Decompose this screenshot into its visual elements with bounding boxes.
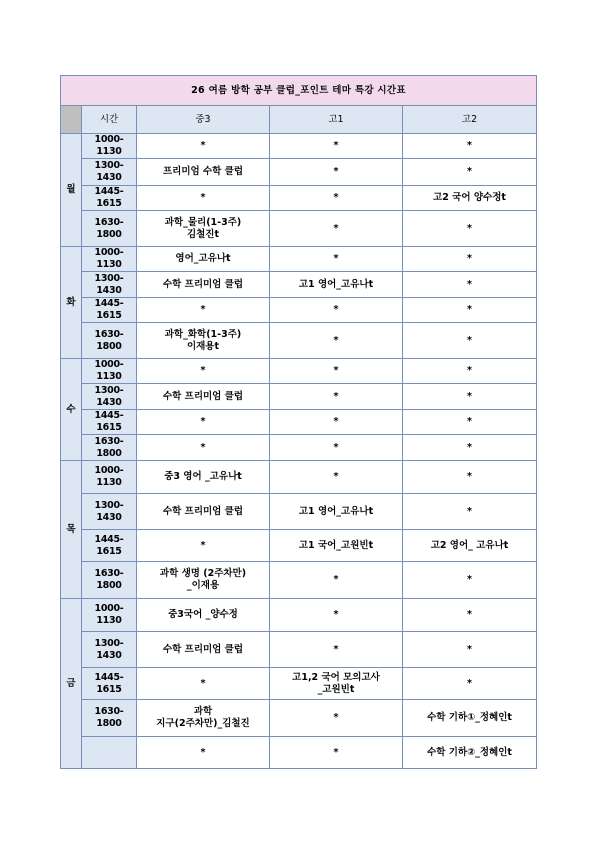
time-cell: 1000-1130: [82, 359, 137, 384]
middle3-cell: *: [137, 298, 270, 323]
time-cell: 1000-1130: [82, 247, 137, 272]
header-high2: 고2: [403, 106, 537, 134]
header-time: 시간: [82, 106, 137, 134]
table-row: [61, 700, 537, 737]
high2-cell: *: [403, 159, 537, 186]
time-cell: 1445-1615: [82, 410, 137, 435]
high1-cell: 고1 영어_고유나t: [270, 272, 403, 298]
high2-cell: *: [403, 272, 537, 298]
high2-cell: *: [403, 435, 537, 461]
middle3-cell: *: [137, 186, 270, 211]
table-row: [61, 323, 537, 359]
time-cell: 1445-1615: [82, 668, 137, 700]
table-row: [61, 134, 537, 159]
middle3-cell: 중3 영어 _고유나t: [137, 461, 270, 494]
high1-cell: 고1,2 국어 모의고사 _고원빈t: [270, 668, 403, 700]
middle3-cell: 수학 프리미엄 클럽: [137, 632, 270, 668]
time-cell: 1630-1800: [82, 435, 137, 461]
table-row: [61, 211, 537, 247]
time-cell: 1630-1800: [82, 211, 137, 247]
header-high1: 고1: [270, 106, 403, 134]
middle3-cell: 영어_고유나t: [137, 247, 270, 272]
middle3-cell: *: [137, 134, 270, 159]
high2-cell: *: [403, 323, 537, 359]
middle3-cell: *: [137, 737, 270, 769]
high1-cell: *: [270, 737, 403, 769]
header-middle3: 중3: [137, 106, 270, 134]
table-row: [61, 359, 537, 384]
high1-cell: *: [270, 211, 403, 247]
table-row: [61, 384, 537, 410]
time-cell: 1445-1615: [82, 530, 137, 562]
table-row: [61, 272, 537, 298]
table-row: [61, 599, 537, 632]
middle3-cell: 과학_화학(1-3주) 이재용t: [137, 323, 270, 359]
middle3-cell: 수학 프리미엄 클럽: [137, 272, 270, 298]
middle3-cell: 프리미엄 수학 클럽: [137, 159, 270, 186]
high2-cell: *: [403, 247, 537, 272]
high1-cell: *: [270, 410, 403, 435]
time-cell: 1445-1615: [82, 298, 137, 323]
high1-cell: *: [270, 186, 403, 211]
table-row: [61, 159, 537, 186]
high1-cell: *: [270, 247, 403, 272]
day-label: 월: [61, 134, 82, 247]
table-row: [61, 410, 537, 435]
time-cell: 1300-1430: [82, 632, 137, 668]
time-cell: 1630-1800: [82, 562, 137, 599]
high1-cell: *: [270, 323, 403, 359]
high1-cell: *: [270, 384, 403, 410]
high1-cell: *: [270, 599, 403, 632]
high2-cell: *: [403, 298, 537, 323]
high2-cell: *: [403, 134, 537, 159]
table-row: [61, 247, 537, 272]
time-cell: [82, 737, 137, 769]
high2-cell: *: [403, 494, 537, 530]
time-cell: 1445-1615: [82, 186, 137, 211]
day-label: 목: [61, 461, 82, 599]
high2-cell: *: [403, 384, 537, 410]
table-row: [61, 632, 537, 668]
day-label: 화: [61, 247, 82, 359]
middle3-cell: 과학 생명 (2주차만) _이재용: [137, 562, 270, 599]
high2-cell: *: [403, 599, 537, 632]
table-row: [61, 186, 537, 211]
high1-cell: *: [270, 435, 403, 461]
high2-cell: 수학 기하②_정혜인t: [403, 737, 537, 769]
time-cell: 1000-1130: [82, 461, 137, 494]
middle3-cell: 과학_물리(1-3주) 김철진t: [137, 211, 270, 247]
high2-cell: 고2 국어 양수정t: [403, 186, 537, 211]
high2-cell: 수학 기하①_정혜인t: [403, 700, 537, 737]
table-row: [61, 494, 537, 530]
table-row: [61, 530, 537, 562]
middle3-cell: 과학 지구(2주차만)_김철진: [137, 700, 270, 737]
high1-cell: *: [270, 461, 403, 494]
time-cell: 1300-1430: [82, 272, 137, 298]
middle3-cell: *: [137, 530, 270, 562]
high1-cell: *: [270, 298, 403, 323]
table-row: [61, 668, 537, 700]
table-row: [61, 461, 537, 494]
high1-cell: *: [270, 632, 403, 668]
table-row: [61, 298, 537, 323]
high2-cell: *: [403, 562, 537, 599]
middle3-cell: 수학 프리미엄 클럽: [137, 384, 270, 410]
high2-cell: *: [403, 632, 537, 668]
high2-cell: *: [403, 668, 537, 700]
high1-cell: *: [270, 159, 403, 186]
middle3-cell: *: [137, 668, 270, 700]
time-cell: 1630-1800: [82, 700, 137, 737]
table-row: [61, 737, 537, 769]
high1-cell: *: [270, 134, 403, 159]
schedule-table: [60, 75, 537, 769]
high1-cell: *: [270, 562, 403, 599]
header-day-blank: [61, 106, 82, 134]
table-row: [61, 435, 537, 461]
page-title: 26 여름 방학 공부 클럽_포인트 테마 특강 시간표: [61, 76, 537, 106]
time-cell: 1000-1130: [82, 134, 137, 159]
middle3-cell: 수학 프리미엄 클럽: [137, 494, 270, 530]
high2-cell: *: [403, 410, 537, 435]
high2-cell: *: [403, 461, 537, 494]
table-row: [61, 562, 537, 599]
day-label: 금: [61, 599, 82, 769]
middle3-cell: *: [137, 410, 270, 435]
middle3-cell: *: [137, 359, 270, 384]
high2-cell: *: [403, 359, 537, 384]
day-label: 수: [61, 359, 82, 461]
time-cell: 1300-1430: [82, 494, 137, 530]
high1-cell: *: [270, 359, 403, 384]
high2-cell: *: [403, 211, 537, 247]
time-cell: 1300-1430: [82, 159, 137, 186]
time-cell: 1000-1130: [82, 599, 137, 632]
high1-cell: *: [270, 700, 403, 737]
high2-cell: 고2 영어_ 고유나t: [403, 530, 537, 562]
middle3-cell: *: [137, 435, 270, 461]
time-cell: 1630-1800: [82, 323, 137, 359]
high1-cell: 고1 영어_고유나t: [270, 494, 403, 530]
time-cell: 1300-1430: [82, 384, 137, 410]
high1-cell: 고1 국어_고원빈t: [270, 530, 403, 562]
middle3-cell: 중3국어 _양수정: [137, 599, 270, 632]
